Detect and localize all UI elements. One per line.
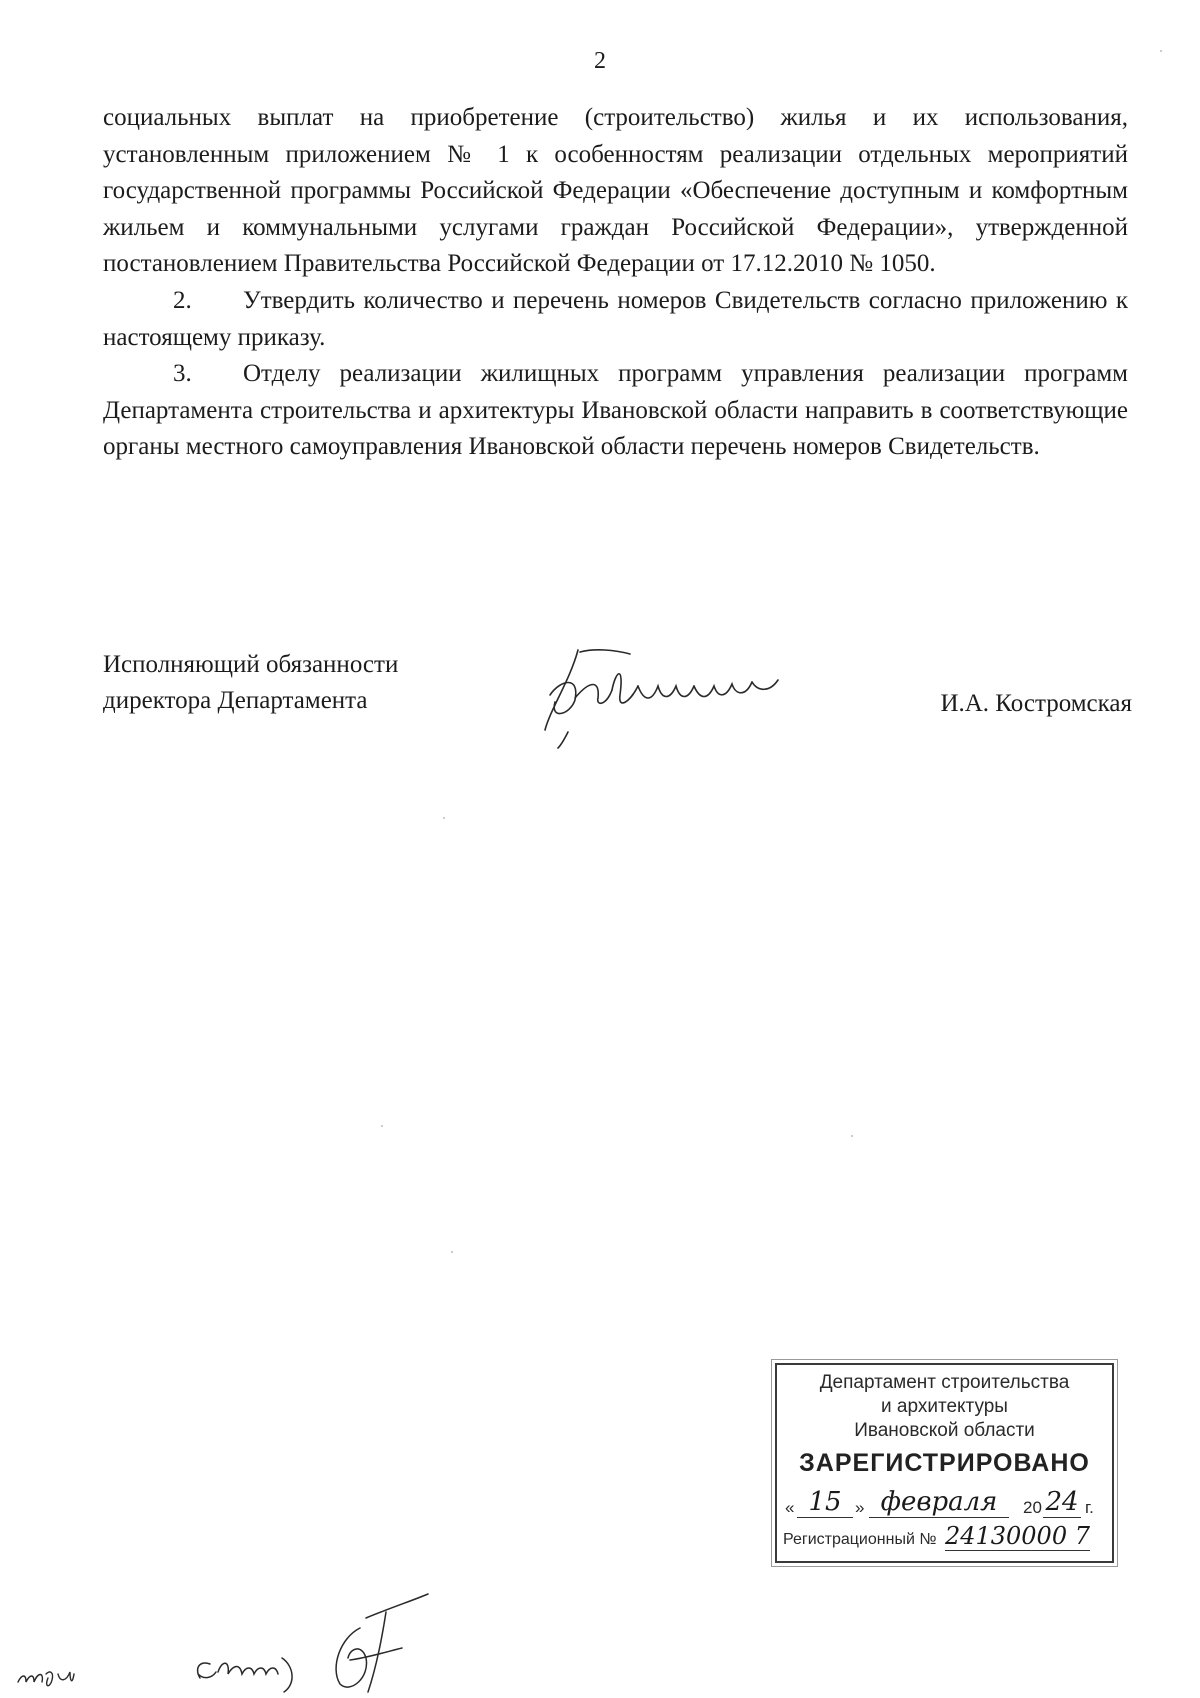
document-body [103,100,1128,466]
paragraph-2 [103,283,1128,356]
paragraph-3-number: 3. [173,360,192,388]
stamp-reg-row [783,1522,1103,1551]
paragraph-1-continuation: социальных выплат на приобретение (строительство) жилья и их использования, установленным приложением № 1 к особенностям реализации отдельных мероприятий государственной программы Российской Федерации «Обеспечение доступным и комфортным жильем и коммунальными услугами граждан Российской Федерации», утвержденной постановлением Правительства Российской Федерации от 17.12.2010 № 1050. [103,104,1128,278]
stamp-date-row [777,1488,1112,1522]
handwritten-signature [520,640,820,750]
scan-speck [851,1135,853,1137]
signer-title [103,647,398,719]
stamp-year-prefix: 20 [1023,1498,1042,1517]
scan-speck [1160,50,1162,52]
handwritten-annotation [190,1588,450,1698]
registration-stamp [775,1363,1114,1563]
handwritten-initials [14,1660,84,1690]
stamp-registered: ЗАРЕГИСТРИРОВАНО [799,1449,1090,1477]
stamp-line-1: Департамент строительства [819,1372,1070,1393]
page-number: 2 [594,48,606,74]
stamp-year-unit: г. [1085,1498,1094,1517]
paragraph-2-number: 2. [173,286,192,314]
paragraph-3 [103,356,1128,466]
stamp-month: февраля [869,1487,1009,1518]
stamp-line-3: Ивановской области [854,1420,1035,1441]
scan-speck [451,1251,453,1253]
stamp-day: 15 [797,1487,853,1518]
stamp-year-suffix: 24 [1043,1487,1081,1518]
stamp-reg-label: Регистрационный № [783,1531,937,1548]
signer-title-line-1: Исполняющий обязанности [103,651,399,678]
scan-speck [381,1125,383,1127]
stamp-quote-close: » [855,1498,865,1517]
scan-speck [443,817,445,819]
stamp-reg-number: 24130000 7 [944,1522,1090,1550]
signer-title-line-2: директора Департамента [103,687,368,714]
stamp-line-2: и архитектуры [881,1396,1008,1417]
paragraph-3-text: Отделу реализации жилищных программ управления реализации программ Департамента строительства и архитектуры Ивановской области направить в соответствующие органы местного самоуправления Ивановской области перечень номеров Свидетельств. [103,360,1128,461]
stamp-quote-open: « [785,1498,795,1517]
paragraph-2-text: Утвердить количество и перечень номеров Свидетельств согласно приложению к настоящему приказу. [103,286,1128,351]
signer-name: И.А. Костромская [940,690,1132,717]
